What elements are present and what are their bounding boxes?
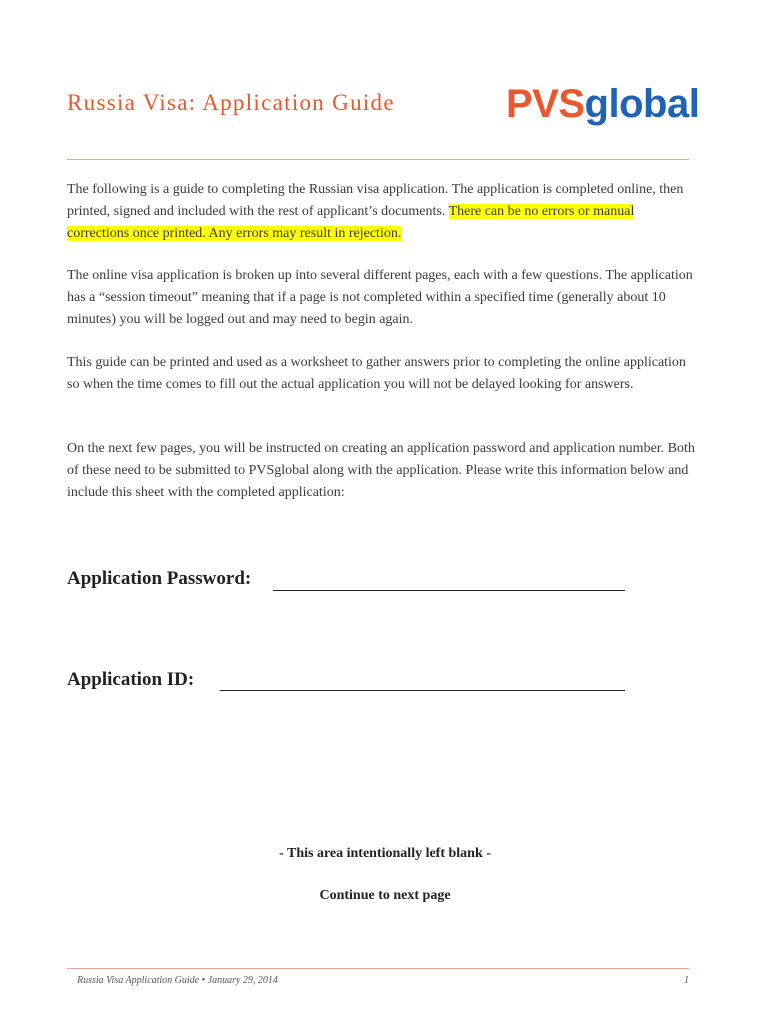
header-divider <box>67 159 689 160</box>
intro-paragraph <box>67 179 697 245</box>
page-number: 1 <box>684 975 689 986</box>
application-id-label: Application ID: <box>67 669 195 690</box>
application-id-line <box>220 690 625 691</box>
logo-part-pvs: PVS <box>506 82 585 126</box>
logo-part-global: global <box>584 82 700 126</box>
highlighted-warning: There can be no errors or manual corrections once printed. Any errors may result in rejection. <box>67 204 635 241</box>
application-password-label: Application Password: <box>67 568 252 589</box>
footer-text: Russia Visa Application Guide • January 29, 2014 <box>77 975 278 986</box>
continue-note: Continue to next page <box>319 888 451 903</box>
worksheet-paragraph: This guide can be printed and used as a worksheet to gather answers prior to completing the online application so when the time comes to fill out the actual application you will not be delayed looking for answers. <box>67 355 686 392</box>
footer-divider <box>67 968 689 969</box>
intro-text: The following is a guide to completing the Russian visa application. The application is completed online, then printed, signed and included with the rest of applicant’s documents. <box>67 182 684 219</box>
application-password-line <box>273 590 625 591</box>
blank-area-note: - This area intentionally left blank - <box>279 846 491 861</box>
pvsglobal-logo <box>506 78 700 130</box>
page-title: Russia Visa: Application Guide <box>67 90 395 115</box>
instructions-paragraph: On the next few pages, you will be instructed on creating an application password and application number. Both of these need to be submitted to PVSglobal along with the application. Please write this information below and include this sheet with the completed application: <box>67 441 695 500</box>
session-timeout-paragraph: The online visa application is broken up into several different pages, each with a few questions. The application has a “session timeout” meaning that if a page is not completed within a specified time (generally about 10 minutes) you will be logged out and may need to begin again. <box>67 268 693 327</box>
